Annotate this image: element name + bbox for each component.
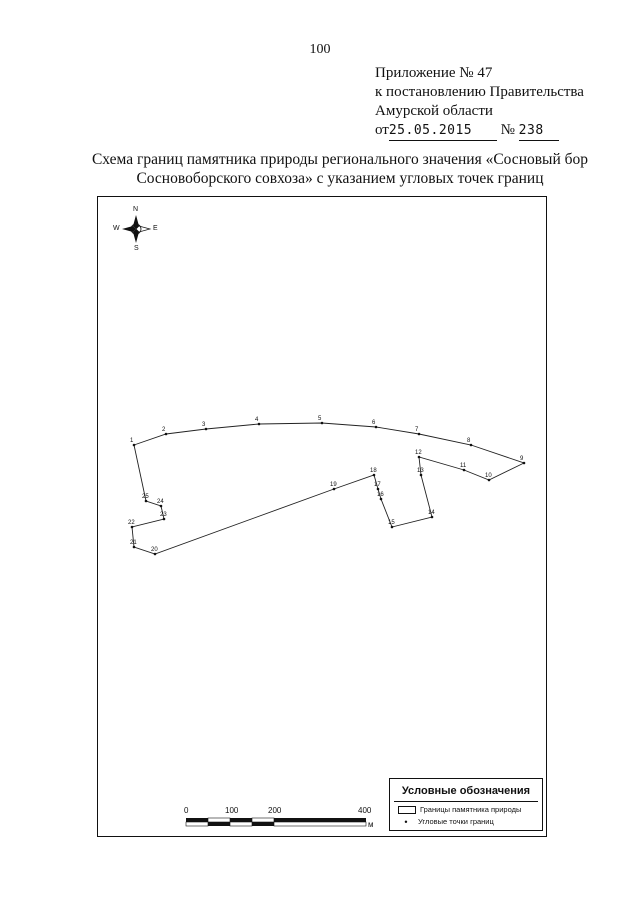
scale-tick-0: 0	[184, 806, 189, 815]
compass-north-label: N	[133, 206, 139, 213]
boundary-point-label: 8	[467, 438, 471, 444]
boundary-point-label: 18	[370, 468, 377, 474]
legend-boundary-label: Границы памятника природы	[420, 805, 522, 814]
legend-points-row	[398, 817, 494, 827]
appendix-line-2: к постановлению Правительства	[375, 84, 584, 100]
boundary-point-label: 17	[374, 482, 381, 488]
boundary-point-label: 20	[151, 547, 158, 553]
handwritten-number: 238	[519, 121, 559, 141]
compass-west-label: W	[113, 225, 120, 232]
boundary-point-label: 3	[202, 422, 206, 428]
scale-tick-400: 400	[358, 806, 372, 815]
boundary-point-label: 21	[130, 540, 137, 546]
boundary-point-label: 5	[318, 416, 322, 422]
map-frame	[97, 196, 547, 837]
appendix-block	[375, 64, 584, 141]
boundary-point-label: 2	[162, 427, 166, 433]
boundary-point-label: 22	[128, 520, 135, 526]
boundary-point-label: 10	[485, 473, 492, 479]
boundary-point-label: 15	[388, 520, 395, 526]
title-line-2: Сосновоборского совхоза» с указанием угловых точек границ	[136, 170, 544, 187]
compass-south-label: S	[134, 245, 139, 252]
boundary-point-label: 1	[130, 438, 134, 444]
boundary-point-label: 25	[142, 494, 149, 500]
title-line-1: Схема границ памятника природы регионального значения «Сосновый бор	[91, 151, 589, 168]
number-prefix: №	[500, 122, 515, 138]
legend-points-label: Угловые точки границ	[418, 817, 494, 826]
point-symbol-icon: •	[404, 817, 408, 828]
boundary-point-label: 6	[372, 420, 376, 426]
scale-tick-200: 200	[268, 806, 282, 815]
boundary-point-label: 11	[460, 463, 467, 469]
boundary-point-label: 19	[330, 482, 337, 488]
boundary-point-label: 12	[415, 450, 422, 456]
boundary-point-label: 14	[428, 510, 435, 516]
legend-divider	[394, 801, 538, 802]
page-number: 100	[309, 42, 331, 57]
boundary-point-label: 7	[415, 427, 419, 433]
boundary-point-label: 13	[417, 468, 424, 474]
legend-title: Условные обозначения	[401, 785, 531, 797]
appendix-date-line	[375, 121, 584, 141]
boundary-point-label: 23	[160, 512, 167, 518]
boundary-point-label: 16	[377, 492, 384, 498]
scale-unit: м	[368, 820, 374, 829]
handwritten-date: 25.05.2015	[389, 121, 497, 141]
appendix-line-3: Амурской области	[375, 103, 493, 119]
document-title	[80, 150, 600, 188]
boundary-symbol-icon	[398, 806, 416, 814]
scale-tick-100: 100	[225, 806, 239, 815]
compass-east-label: E	[153, 225, 158, 232]
legend-boundary-row	[398, 805, 521, 814]
boundary-point-label: 4	[255, 417, 259, 423]
appendix-line-1: Приложение № 47	[375, 65, 493, 81]
boundary-point-label: 24	[157, 499, 164, 505]
map-legend	[389, 778, 543, 831]
date-prefix: от	[375, 122, 389, 138]
boundary-point-label: 9	[520, 456, 524, 462]
